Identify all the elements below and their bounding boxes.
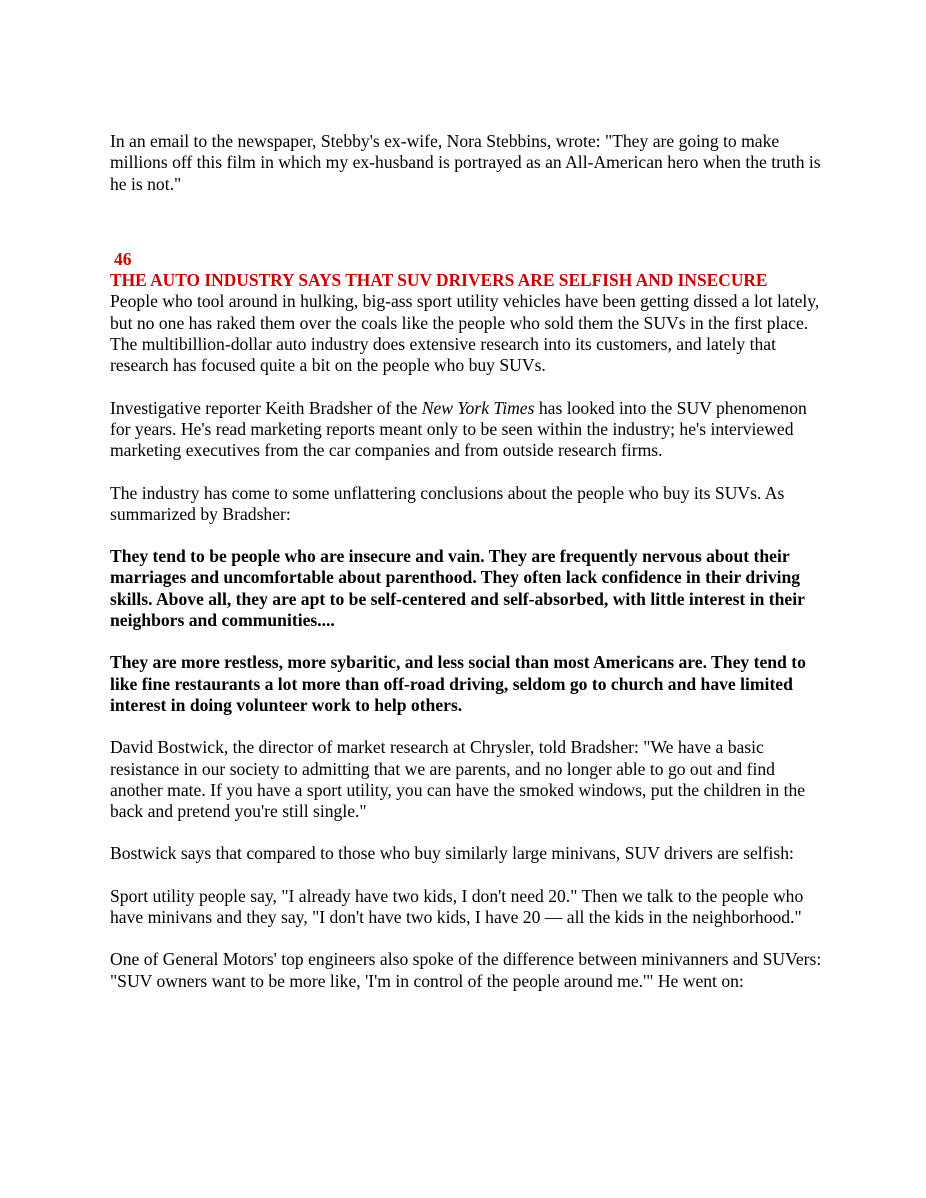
- paragraph-sport-utility-people: Sport utility people say, "I already have two kids, I don't need 20." Then we talk to the people who have minivans and they say, "I don't have two kids, I have 20 — all the kids in the neighborhood.": [110, 885, 804, 928]
- paragraph-bostwick-selfish: Bostwick says that compared to those who buy similarly large minivans, SUV drivers are selfish:: [110, 843, 794, 864]
- block-quote-1: They tend to be people who are insecure and vain. They are frequently nervous about their marriages and uncomfortable about parenthood. They often lack confidence in their driving skills. Above all, they are apt to be self-centered and self-absorbed, with little interest in their neighbors and communities....: [110, 546, 805, 631]
- paragraph-bradsher-start: Investigative reporter Keith Bradsher of the: [110, 397, 422, 418]
- item-number: 46: [114, 248, 132, 269]
- publication-title: New York Times: [421, 397, 535, 418]
- paragraph-conclusions: The industry has come to some unflattering conclusions about the people who buy its SUVs. As summarized by Bradsher:: [110, 482, 785, 524]
- paragraph-gm-engineer: One of General Motors' top engineers also spoke of the difference between minivanners and SUVers: "SUV owners want to be more like, 'I'm in control of the people around me.'" He went on:: [110, 949, 822, 991]
- document-page: [110, 131, 830, 992]
- block-quote-2: They are more restless, more sybaritic, and less social than most Americans are. They tend to like fine restaurants a lot more than off-road driving, seldom go to church and have limited interest in doing volunteer work to help others.: [110, 652, 806, 715]
- paragraph-bradsher: [110, 398, 830, 462]
- intro-paragraph: In an email to the newspaper, Stebby's ex-wife, Nora Stebbins, wrote: "They are going to make millions off this film in which my ex-husband is portrayed as an All-American hero when the truth is he is not.": [110, 131, 821, 194]
- section-spacer: [110, 195, 830, 249]
- item-headline: THE AUTO INDUSTRY SAYS THAT SUV DRIVERS ARE SELFISH AND INSECURE: [110, 270, 768, 291]
- paragraph-intro-suv: People who tool around in hulking, big-ass sport utility vehicles have been getting dissed a lot lately, but no one has raked them over the coals like the people who sold them the SUVs in the first place. The multibillion-dollar auto industry does extensive research into its customers, and lately that research has focused quite a bit on the people who buy SUVs.: [110, 291, 820, 376]
- paragraph-bradsher-end: has looked into the SUV phenomenon for years. He's read marketing reports meant only to be seen within the industry; he's interviewed marketing executives from the car companies and from outside research firms.: [110, 397, 807, 461]
- paragraph-bostwick-quote: David Bostwick, the director of market research at Chrysler, told Bradsher: "We have a basic resistance in our society to admitting that we are parents, and no longer able to go out and find another mate. If you have a sport utility, you can have the smoked windows, put the children in the back and pretend you're still single.": [110, 737, 806, 822]
